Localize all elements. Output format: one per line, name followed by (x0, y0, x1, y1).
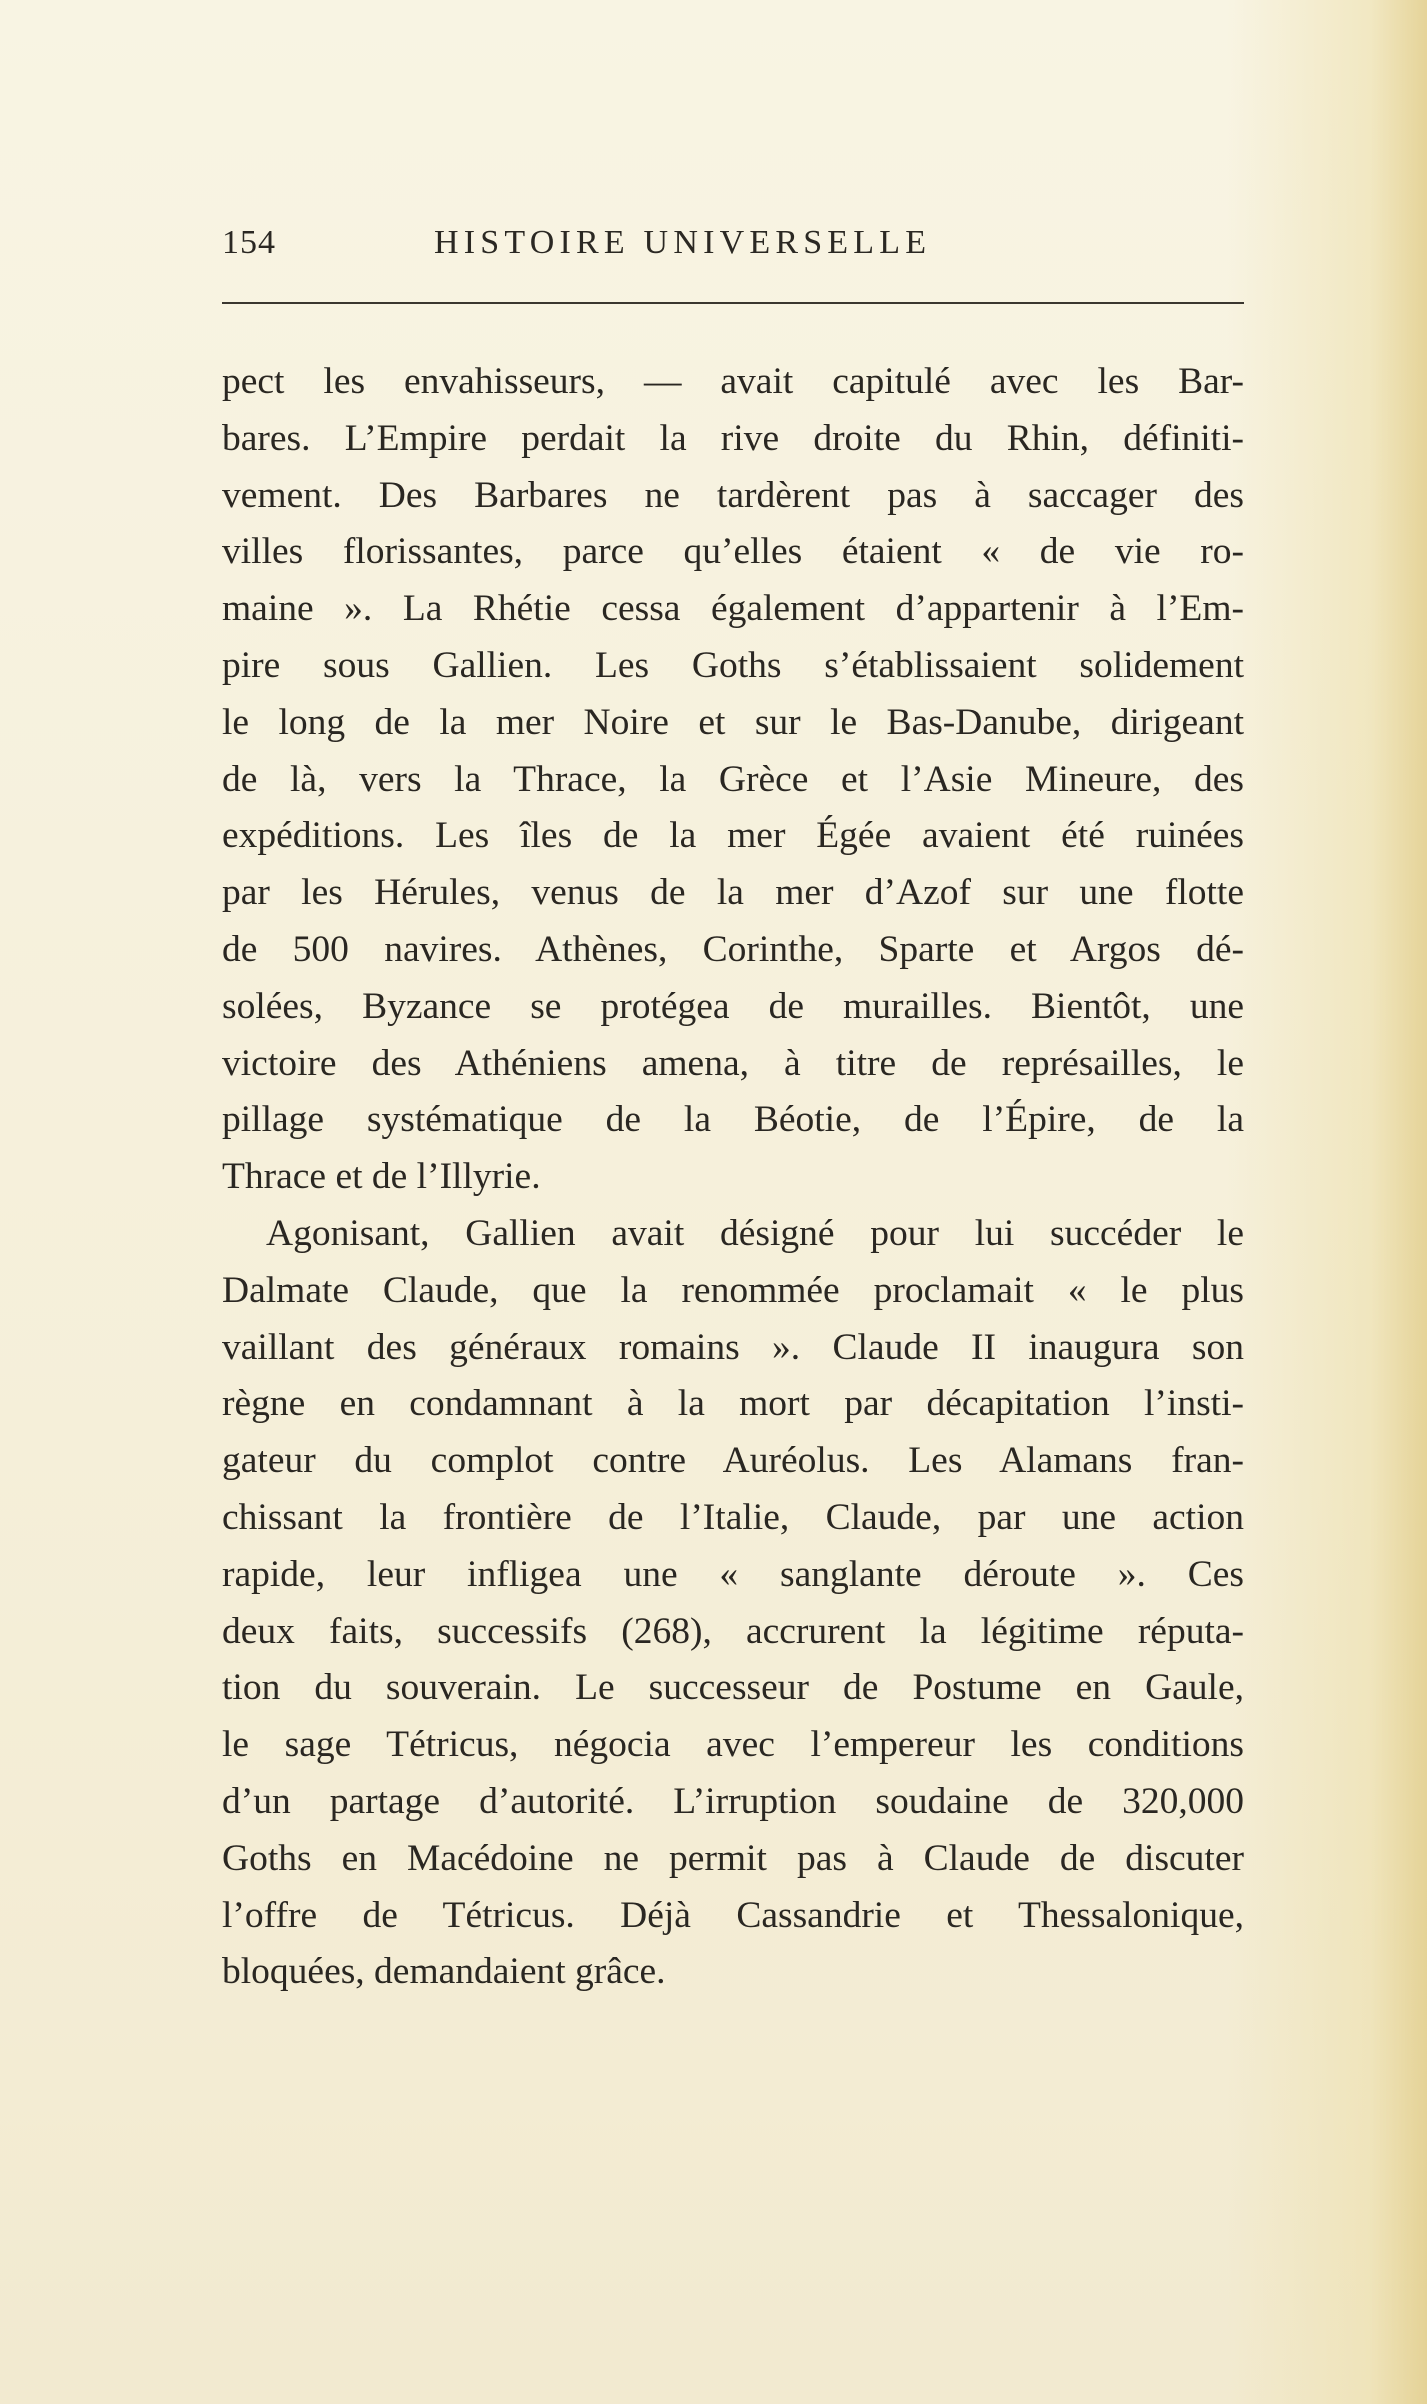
text-line: le sage Tétricus, négocia avec l’empereur les conditions (222, 1724, 1244, 1766)
text-line: rapide, leur infligea une « sanglante déroute ». Ces (222, 1553, 1244, 1595)
text-line: de là, vers la Thrace, la Grèce et l’Asie Mineure, des (222, 758, 1244, 800)
text-line: expéditions. Les îles de la mer Égée avaient été ruinées (222, 815, 1244, 857)
text-line: vement. Des Barbares ne tardèrent pas à saccager des (222, 474, 1244, 516)
text-line: Agonisant, Gallien avait désigné pour lui succéder le (266, 1212, 1244, 1254)
text-line: pire sous Gallien. Les Goths s’établissaient solidement (222, 644, 1244, 686)
text-line: pect les envahisseurs, — avait capitulé avec les Bar- (222, 361, 1244, 402)
text-line: d’un partage d’autorité. L’irruption soudaine de 320,000 (222, 1780, 1244, 1822)
text-line: pillage systématique de la Béotie, de l’Épire, de la (222, 1099, 1244, 1141)
text-line: chissant la frontière de l’Italie, Claude, par une action (222, 1496, 1244, 1538)
text-line: villes florissantes, parce qu’elles étaient « de vie ro- (222, 531, 1244, 573)
text-line: par les Hérules, venus de la mer d’Azof sur une flotte (222, 872, 1244, 914)
text-line: bares. L’Empire perdait la rive droite du Rhin, définiti- (222, 417, 1244, 459)
text-line: Thrace et de l’Illyrie. (222, 1156, 541, 1198)
text-line: bloquées, demandaient grâce. (222, 1951, 666, 1993)
paragraph-1 (222, 354, 1244, 1206)
page-number: 154 (222, 224, 276, 261)
text-line: solées, Byzance se protégea de murailles. Bientôt, une (222, 985, 1244, 1027)
text-line: Dalmate Claude, que la renommée proclamait « le plus (222, 1269, 1244, 1311)
text-line: règne en condamnant à la mort par décapitation l’insti- (222, 1383, 1244, 1425)
body-text (222, 354, 1244, 2001)
text-line: deux faits, successifs (268), accrurent la légitime réputa- (222, 1610, 1244, 1652)
running-head (222, 224, 1244, 280)
text-line: Goths en Macédoine ne permit pas à Claude de discuter (222, 1837, 1244, 1879)
paragraph-2 (222, 1206, 1244, 2001)
text-line: maine ». La Rhétie cessa également d’appartenir à l’Em- (222, 588, 1244, 630)
text-line: de 500 navires. Athènes, Corinthe, Sparte et Argos dé- (222, 928, 1244, 970)
text-line: vaillant des généraux romains ». Claude II inaugura son (222, 1326, 1244, 1368)
text-line: victoire des Athéniens amena, à titre de représailles, le (222, 1042, 1244, 1084)
text-line: l’offre de Tétricus. Déjà Cassandrie et Thessalonique, (222, 1894, 1244, 1936)
text-line: tion du souverain. Le successeur de Postume en Gaule, (222, 1667, 1244, 1709)
header-rule (222, 302, 1244, 304)
running-title: HISTOIRE UNIVERSELLE (434, 224, 932, 261)
text-line: gateur du complot contre Auréolus. Les Alamans fran- (222, 1440, 1244, 1482)
text-line: le long de la mer Noire et sur le Bas-Danube, dirigeant (222, 701, 1244, 743)
